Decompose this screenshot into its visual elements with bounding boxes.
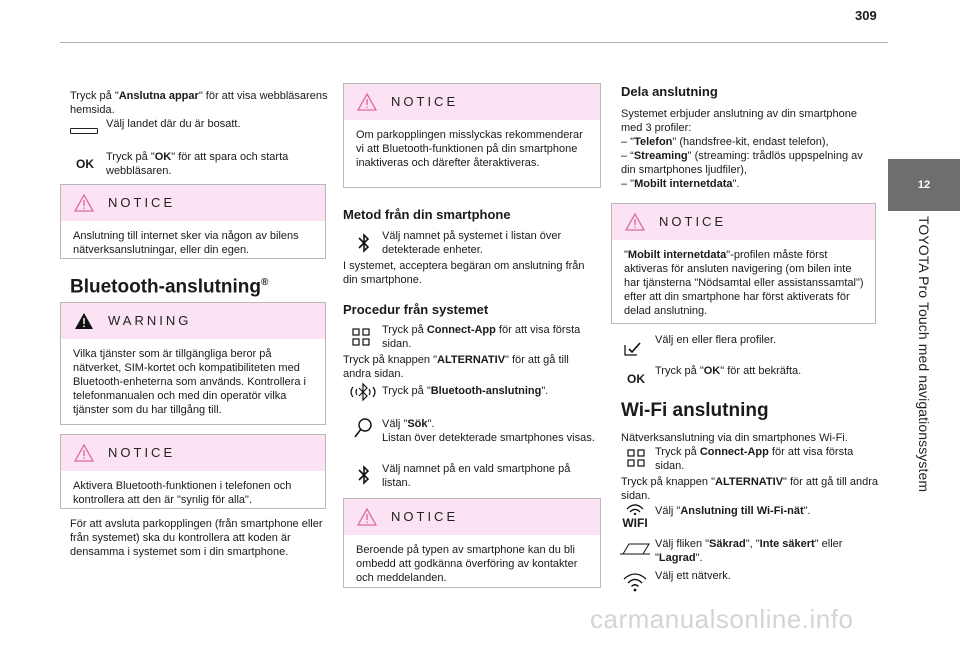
list-icon bbox=[70, 128, 98, 134]
warning-triangle-icon bbox=[74, 194, 94, 212]
chapter-title: TOYOTA Pro Touch med navigationssystem bbox=[916, 216, 932, 493]
apps-grid-icon bbox=[627, 449, 645, 467]
notice-label: NOTICE bbox=[391, 509, 459, 524]
paragraph: För att avsluta parkopplingen (från smartphone eller från systemet) ska du kontrollera att koden är densamma i systemet som i din smartphone. bbox=[70, 518, 323, 558]
ok-icon: OK bbox=[627, 372, 645, 386]
notice-text: Anslutning till internet sker via någon av bilens nätverksanslutningar, eller din egen. bbox=[73, 230, 299, 256]
chapter-tab[interactable]: 12 bbox=[888, 159, 960, 211]
warning-triangle-icon bbox=[357, 508, 377, 526]
warning-triangle-icon bbox=[74, 444, 94, 462]
paragraph: Välj "Anslutning till Wi-Fi-nät". bbox=[655, 505, 811, 517]
warning-triangle-icon bbox=[357, 93, 377, 111]
notice-text: Om parkopplingen misslyckas rekommenderar vi att Bluetooth-funktionen på din smartphone inaktiveras och därefter återaktiveras. bbox=[356, 129, 583, 169]
warning-text: Vilka tjänster som är tillgängliga beror på nätverket, SIM-kortet och kompatibiliteten med Bluetooth-enheterna som används. Kontrollera i telefonmanualen och med din operatör vilka tjänster som du har tillgång till. bbox=[73, 348, 306, 416]
notice-label: NOTICE bbox=[108, 195, 176, 210]
paragraph: Välj fliken "Säkrad", "Inte säkert" eller "Lagrad". bbox=[655, 538, 843, 564]
paragraph: Nätverksanslutning via din smartphones Wi-Fi. bbox=[621, 432, 848, 444]
paragraph: Välj namnet på systemet i listan över detekterade enheter. bbox=[382, 230, 562, 256]
paragraph: Tryck på Connect-App för att visa första sidan. bbox=[655, 446, 854, 472]
notice-text: Aktivera Bluetooth-funktionen i telefonen och kontrollera att den är "synlig för alla". bbox=[73, 480, 292, 506]
notice-label: NOTICE bbox=[659, 214, 727, 229]
section-heading: Bluetooth-anslutning® bbox=[70, 276, 269, 298]
bluetooth-icon bbox=[356, 232, 372, 254]
list-item: – “Streaming" (streaming: trådlös uppspelning av din smartphones ljudfiler), bbox=[621, 150, 863, 176]
notice-box bbox=[611, 203, 876, 324]
header-divider bbox=[60, 42, 888, 43]
page-number: 309 bbox=[855, 8, 877, 23]
paragraph: Välj "Sök". bbox=[382, 418, 435, 430]
notice-box bbox=[60, 184, 326, 259]
notice-text: "Mobilt internetdata"-profilen måste först aktiveras för ansluten navigering (om bilen inte har tjänsterna "Nödsamtal eller assistanssamtal") efter att din smartphone har först aktiverats för delad anslutning. bbox=[624, 249, 864, 317]
subheading: Dela anslutning bbox=[621, 84, 718, 99]
warning-label: WARNING bbox=[108, 313, 192, 328]
warning-triangle-icon bbox=[74, 312, 94, 330]
wifi-network-icon bbox=[623, 572, 647, 592]
bluetooth-icon bbox=[356, 464, 372, 486]
paragraph: Tryck på "Bluetooth-anslutning". bbox=[382, 385, 549, 397]
tabs-icon bbox=[619, 541, 651, 555]
paragraph: I systemet, acceptera begäran om anslutning från din smartphone. bbox=[343, 260, 585, 286]
paragraph: Tryck på "Anslutna appar" för att visa webbläsarens hemsida. bbox=[70, 90, 328, 116]
checkbox-icon bbox=[623, 341, 643, 357]
notice-text: Beroende på typen av smartphone kan du bli ombedd att godkänna överföring av kontakter och meddelanden. bbox=[356, 544, 578, 584]
notice-box bbox=[343, 83, 601, 188]
notice-box bbox=[343, 498, 601, 588]
apps-grid-icon bbox=[352, 328, 370, 346]
paragraph: Tryck på knappen "ALTERNATIV" för att gå till andra sidan. bbox=[343, 354, 569, 380]
paragraph: Välj landet där du är bosatt. bbox=[106, 118, 241, 130]
paragraph: Systemet erbjuder anslutning av din smartphone med 3 profiler: bbox=[621, 108, 858, 134]
notice-box bbox=[60, 434, 326, 509]
subheading: Metod från din smartphone bbox=[343, 207, 511, 222]
paragraph: Välj en eller flera profiler. bbox=[655, 334, 777, 346]
list-item: – "Telefon" (handsfree-kit, endast telefon), bbox=[621, 136, 829, 148]
ok-icon: OK bbox=[76, 157, 94, 171]
section-heading: Wi-Fi anslutning bbox=[621, 400, 769, 421]
subheading: Procedur från systemet bbox=[343, 302, 489, 317]
paragraph: Välj namnet på en vald smartphone på listan. bbox=[382, 463, 571, 489]
notice-label: NOTICE bbox=[108, 445, 176, 460]
wifi-label-icon: WIFI bbox=[622, 516, 648, 530]
list-item: – "Mobilt internetdata". bbox=[621, 178, 740, 190]
wifi-icon bbox=[625, 503, 645, 515]
paragraph: Tryck på Connect-App för att visa första sidan. bbox=[382, 324, 581, 350]
paragraph: Listan över detekterade smartphones visas. bbox=[382, 432, 595, 444]
notice-label: NOTICE bbox=[391, 94, 459, 109]
watermark: carmanualsonline.info bbox=[590, 604, 854, 634]
paragraph: Tryck på knappen "ALTERNATIV" för att gå till andra sidan. bbox=[621, 476, 879, 502]
bluetooth-connection-icon bbox=[349, 381, 377, 403]
paragraph: Välj ett nätverk. bbox=[655, 570, 731, 582]
warning-triangle-icon bbox=[625, 213, 645, 231]
paragraph: Tryck på "OK" för att bekräfta. bbox=[655, 365, 802, 377]
warning-box bbox=[60, 302, 326, 425]
paragraph: Tryck på "OK" för att spara och starta webbläsaren. bbox=[106, 151, 289, 177]
